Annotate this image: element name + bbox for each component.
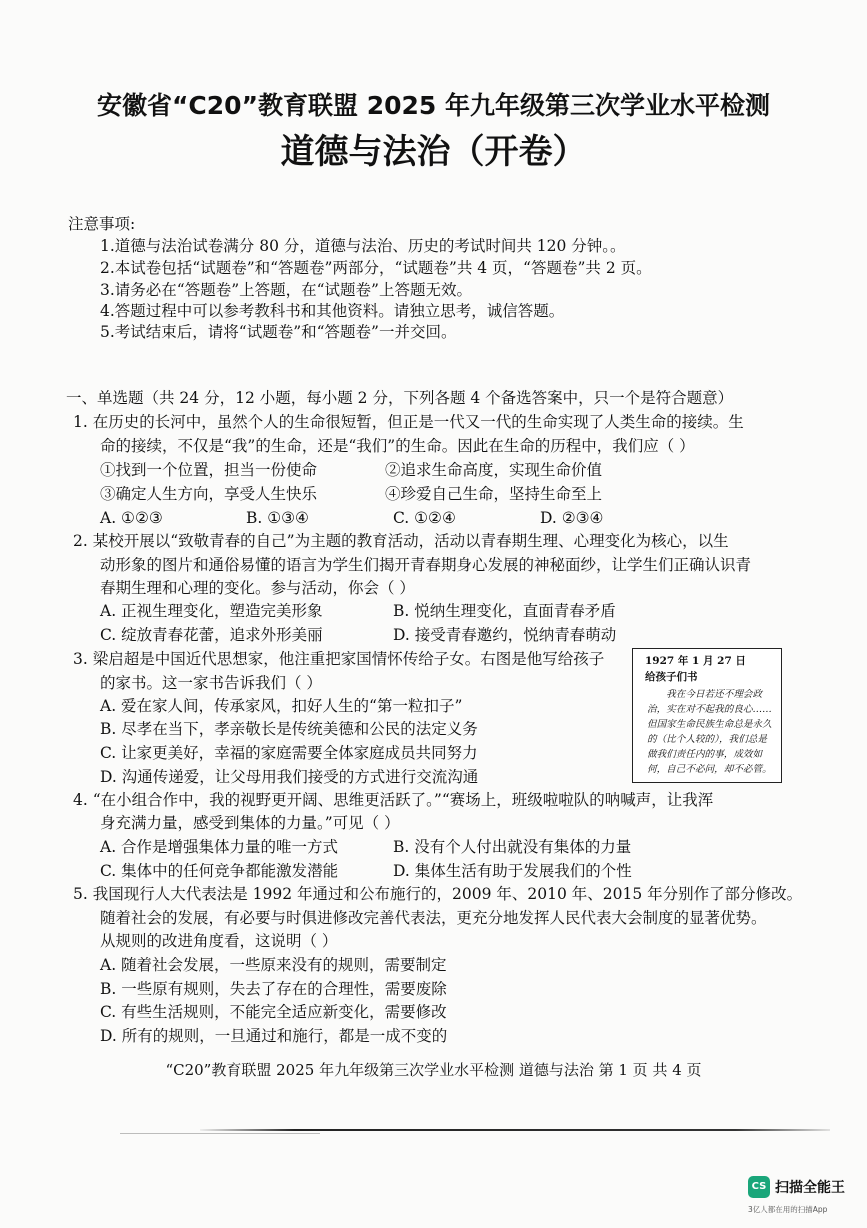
question-1-stem-cont: 命的接续，不仅是“我”的生命，还是“我们”的生命。因此在生命的历程中，我们应（ ） [100, 437, 695, 455]
q5-option-c: C. 有些生活规则，不能完全适应新变化，需要修改 [100, 1003, 447, 1021]
q1-statement-2: ②追求生命高度，实现生命价值 [385, 461, 603, 479]
exam-title: 安徽省“C20”教育联盟 2025 年九年级第三次学业水平检测 [97, 91, 770, 120]
q4-option-c: C. 集体中的任何竞争都能激发潜能 [100, 862, 339, 880]
q5-option-a: A. 随着社会发展，一些原来没有的规则，需要制定 [100, 956, 447, 974]
question-2-stem-cont: 春期生理和心理的变化。参与活动，你会（ ） [100, 579, 415, 597]
watermark-tagline: 3亿人都在用的扫描App [748, 1205, 828, 1214]
subject-title: 道德与法治（开卷） [280, 132, 587, 172]
watermark-name: 扫描全能王 [775, 1180, 845, 1196]
question-4-stem: 4. “在小组合作中，我的视野更开阔、思维更活跃了。”“赛场上，班级啦啦队的呐喊声，让我浑 [73, 791, 714, 809]
question-2-stem: 2. 某校开展以“致敬青春的自己”为主题的教育活动，活动以青春期生理、心理变化为核心，以生 [73, 532, 729, 550]
q5-option-b: B. 一些原有规则，失去了存在的合理性，需要废除 [100, 980, 447, 998]
question-1-stem: 1. 在历史的长河中，虽然个人的生命很短暂，但正是一代又一代的生命实现了人类生命的接续。生 [73, 413, 744, 431]
notice-item: 5.考试结束后，请将“试题卷”和“答题卷”一并交回。 [100, 323, 457, 341]
q2-option-c: C. 绽放青春花蕾，追求外形美丽 [100, 626, 323, 644]
question-5-stem-cont: 从规则的改进角度看，这说明（ ） [100, 932, 338, 950]
q1-statement-4: ④珍爱自己生命，坚持生命至上 [385, 485, 603, 503]
notice-heading: 注意事项: [68, 215, 136, 233]
notice-item: 3.请务必在“答题卷”上答题，在“试题卷”上答题无效。 [100, 281, 472, 299]
q4-option-a: A. 合作是增强集体力量的唯一方式 [100, 838, 339, 856]
scan-edge-line [120, 1133, 320, 1134]
letter-body: 我在今日若还不理会政治，实在对不起我的良心……但国家生命民族生命总是永久的（比个人较的），我们总是做我们责任内的事，成效如何，自己不必问，却不必管。 [647, 689, 772, 775]
q1-option-a: A. ①②③ [100, 509, 163, 527]
notice-item: 1.道德与法治试卷满分 80 分，道德与法治、历史的考试时间共 120 分钟。。 [100, 237, 626, 255]
q1-statement-1: ①找到一个位置，担当一份使命 [100, 461, 318, 479]
q4-option-b: B. 没有个人付出就没有集体的力量 [393, 838, 632, 856]
q1-option-b: B. ①③④ [246, 509, 309, 527]
page-footer: “C20”教育联盟 2025 年九年级第三次学业水平检测 道德与法治 第 1 页 共 4 页 [165, 1061, 702, 1079]
q4-option-d: D. 集体生活有助于发展我们的个性 [393, 862, 632, 880]
q3-option-a: A. 爱在家人间，传承家风，扣好人生的“第一粒扣子” [100, 697, 463, 715]
q1-option-d: D. ②③④ [540, 509, 604, 527]
scanner-watermark [748, 1176, 866, 1224]
q3-option-d: D. 沟通传递爱，让父母用我们接受的方式进行交流沟通 [100, 768, 479, 786]
scan-edge-line [200, 1129, 830, 1131]
question-2-stem-cont: 动形象的图片和通俗易懂的语言为学生们揭开青春期身心发展的神秘面纱，让学生们正确认识青 [100, 556, 752, 574]
q3-option-b: B. 尽孝在当下，孝亲敬长是传统美德和公民的法定义务 [100, 720, 478, 738]
question-3-stem-cont: 的家书。这一家书告诉我们（ ） [100, 674, 322, 692]
question-4-stem-cont: 身充满力量，感受到集体的力量。”可见（ ） [100, 814, 400, 832]
question-5-stem: 5. 我国现行人大代表法是 1992 年通过和公布施行的，2009 年、2010 年、2015 年分别作了部分修改。 [73, 885, 803, 903]
question-5-stem-cont: 随着社会的发展，有必要与时俱进修改完善代表法，更充分地发挥人民代表大会制度的显著优势。 [100, 909, 767, 927]
notice-item: 4.答题过程中可以参考教科书和其他资料。请独立思考，诚信答题。 [100, 302, 565, 320]
section-heading: 一、单选题（共 24 分，12 小题，每小题 2 分，下列各题 4 个备选答案中，只一个是符合题意） [66, 389, 734, 407]
letter-date: 1927 年 1 月 27 日 [645, 655, 746, 667]
q1-option-c: C. ①②④ [393, 509, 456, 527]
camscanner-logo-icon: CS [748, 1176, 770, 1198]
q1-statement-3: ③确定人生方向，享受人生快乐 [100, 485, 318, 503]
family-letter-figure [632, 648, 782, 783]
question-3-stem: 3. 梁启超是中国近代思想家，他注重把家国情怀传给子女。右图是他写给孩子 [73, 650, 605, 668]
q5-option-d: D. 所有的规则，一旦通过和施行，都是一成不变的 [100, 1027, 448, 1045]
q2-option-a: A. 正视生理变化，塑造完美形象 [100, 602, 323, 620]
letter-addressee: 给孩子们书 [645, 671, 698, 683]
q2-option-b: B. 悦纳生理变化，直面青春矛盾 [393, 602, 616, 620]
q2-option-d: D. 接受青春邀约，悦纳青春萌动 [393, 626, 617, 644]
notice-item: 2.本试卷包括“试题卷”和“答题卷”两部分，“试题卷”共 4 页，“答题卷”共 2 页。 [100, 259, 652, 277]
q3-option-c: C. 让家更美好，幸福的家庭需要全体家庭成员共同努力 [100, 744, 478, 762]
